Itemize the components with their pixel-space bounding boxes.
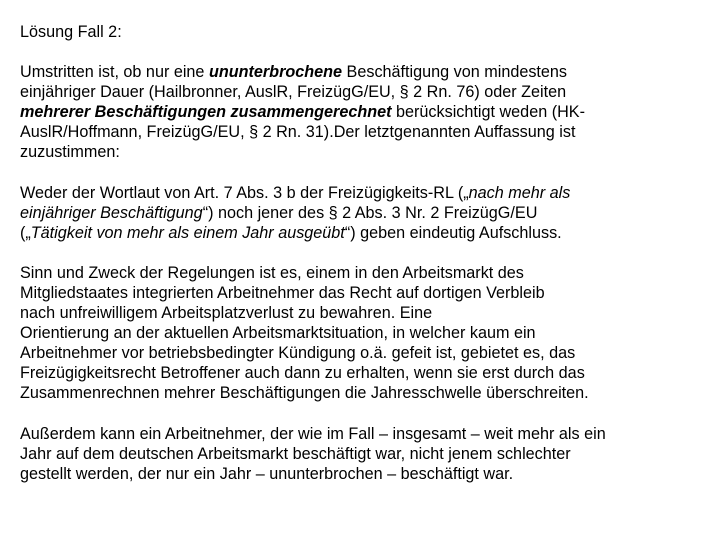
text-line [20,142,710,162]
emphasis-text: einjähriger Beschäftigung [20,203,203,222]
text-line [20,203,710,223]
text-segment: nach unfreiwilligem Arbeitsplatzverlust zu bewahren. Eine [20,304,433,323]
paragraph [20,62,710,162]
emphasis-text: mehrerer Beschäftigungen zusammengerechnet [20,103,392,122]
text-line [20,102,710,122]
text-segment: Beschäftigung von mindestens [342,63,568,82]
text-line [20,323,710,343]
text-segment: Freizügigkeitsrecht Betroffener auch dann zu erhalten, wenn sie erst durch das [20,364,585,383]
text-line [20,303,710,323]
text-segment: Sinn und Zweck der Regelungen ist es, einem in den Arbeitsmarkt des [20,263,524,282]
text-segment: zuzustimmen: [20,143,120,162]
text-segment: Jahr auf dem deutschen Arbeitsmarkt beschäftigt war, nicht jenem schlechter [20,444,571,463]
text-line [20,82,710,102]
text-segment: gestellt werden, der nur ein Jahr – ununterbrochen – beschäftigt war. [20,464,514,483]
text-segment: Arbeitnehmer vor betriebsbedingter Kündigung o.ä. gefeit ist, gebietet es, das [20,344,576,363]
text-segment: “) noch jener des § 2 Abs. 3 Nr. 2 FreizügG/EU [202,203,538,222]
emphasis-text: ununterbrochene [208,63,343,82]
paragraph [20,263,710,404]
text-line [20,424,710,444]
text-line [20,122,710,142]
heading: Lösung Fall 2: [20,23,122,41]
text-segment: Außerdem kann ein Arbeitnehmer, der wie im Fall – insgesamt – weit mehr als ein [20,424,606,443]
text-line [20,383,710,403]
text-line [20,183,710,203]
text-line [20,363,710,383]
text-line [20,62,710,82]
text-segment: Orientierung an der aktuellen Arbeitsmarktsituation, in welcher kaum ein [20,324,536,343]
text-line [20,223,710,243]
text-line [20,343,710,363]
text-line [20,464,710,484]
text-segment: Zusammenrechnen mehrer Beschäftigungen die Jahresschwelle überschreiten. [20,384,589,403]
emphasis-text: Tätigkeit von mehr als einem Jahr ausgeübt [30,223,345,242]
text-segment: AuslR/Hoffmann, FreizügG/EU, § 2 Rn. 31).Der letztgenannten Auffassung ist [20,123,576,142]
emphasis-text: nach mehr als [468,183,571,202]
text-line [20,263,710,283]
text-segment: Weder der Wortlaut von Art. 7 Abs. 3 b der Freizügigkeits-RL („ [20,183,469,202]
text-block [20,22,710,484]
text-segment: “) geben eindeutig Aufschluss. [344,223,562,242]
text-line [20,444,710,464]
paragraph [20,183,710,243]
text-segment: einjähriger Dauer (Hailbronner, AuslR, FreizügG/EU, § 2 Rn. 76) oder Zeiten [20,83,567,102]
paragraphs [20,62,710,484]
text-segment: („ [20,223,31,242]
text-line [20,283,710,303]
text-segment: berücksichtigt weden (HK- [391,103,585,122]
text-segment: Umstritten ist, ob nur eine [20,63,209,82]
text-segment: Mitgliedstaates integrierten Arbeitnehmer das Recht auf dortigen Verbleib [20,283,545,302]
paragraph [20,424,710,484]
